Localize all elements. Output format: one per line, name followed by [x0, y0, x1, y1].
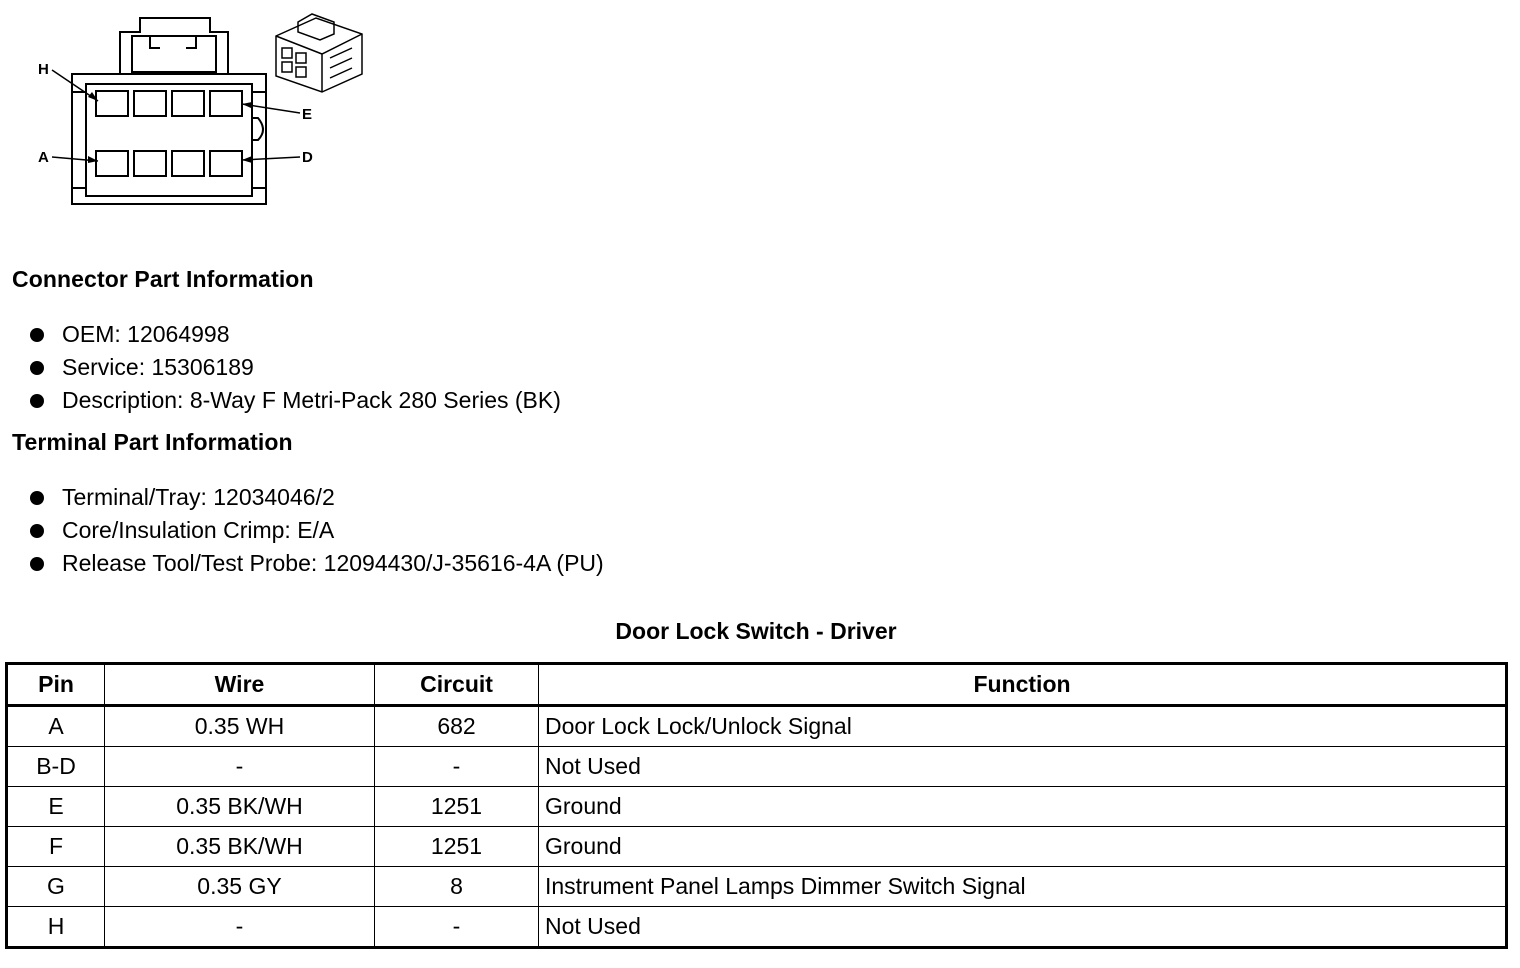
list-item: Terminal/Tray: 12034046/2	[28, 481, 604, 514]
table-row	[7, 907, 1507, 948]
cell-wire: 0.35 BK/WH	[105, 787, 375, 827]
connector-part-info-heading: Connector Part Information	[12, 266, 314, 292]
cell-function: Not Used	[539, 747, 1507, 787]
cell-circuit: -	[375, 907, 539, 948]
table-row	[7, 867, 1507, 907]
cell-pin: B-D	[7, 747, 105, 787]
pin-label-e: E	[302, 106, 313, 123]
cell-wire: -	[105, 907, 375, 948]
list-item: OEM: 12064998	[28, 318, 561, 351]
cell-pin: G	[7, 867, 105, 907]
header-wire: Wire	[105, 664, 375, 706]
table-row	[7, 827, 1507, 867]
cell-function: Ground	[539, 827, 1507, 867]
cell-pin: E	[7, 787, 105, 827]
cell-function: Door Lock Lock/Unlock Signal	[539, 706, 1507, 747]
pin-label-h: H	[38, 61, 49, 78]
terminal-part-info-heading: Terminal Part Information	[12, 429, 293, 455]
table-row	[7, 706, 1507, 747]
table-row	[7, 787, 1507, 827]
list-item: Core/Insulation Crimp: E/A	[28, 514, 604, 547]
connector-face-diagram	[0, 0, 380, 220]
list-item: Release Tool/Test Probe: 12094430/J-35616-4A (PU)	[28, 547, 604, 580]
header-pin: Pin	[7, 664, 105, 706]
cell-wire: -	[105, 747, 375, 787]
header-function: Function	[539, 664, 1507, 706]
cell-circuit: -	[375, 747, 539, 787]
list-item: Description: 8-Way F Metri-Pack 280 Series (BK)	[28, 384, 561, 417]
cell-circuit: 1251	[375, 787, 539, 827]
cell-wire: 0.35 BK/WH	[105, 827, 375, 867]
connector-part-info-list	[28, 318, 561, 417]
table-title: Door Lock Switch - Driver	[615, 618, 897, 644]
cell-circuit: 1251	[375, 827, 539, 867]
pinout-table	[5, 662, 1508, 949]
cell-function: Ground	[539, 787, 1507, 827]
table-header-row	[7, 664, 1507, 706]
table-row	[7, 747, 1507, 787]
connector-isometric-sketch	[276, 14, 362, 92]
cell-function: Not Used	[539, 907, 1507, 948]
cell-function: Instrument Panel Lamps Dimmer Switch Signal	[539, 867, 1507, 907]
header-circuit: Circuit	[375, 664, 539, 706]
cell-pin: A	[7, 706, 105, 747]
cell-wire: 0.35 WH	[105, 706, 375, 747]
terminal-part-info-list	[28, 481, 604, 580]
pin-label-d: D	[302, 149, 313, 166]
pin-label-a: A	[38, 149, 49, 166]
cell-circuit: 682	[375, 706, 539, 747]
cell-circuit: 8	[375, 867, 539, 907]
cell-pin: H	[7, 907, 105, 948]
cell-wire: 0.35 GY	[105, 867, 375, 907]
list-item: Service: 15306189	[28, 351, 561, 384]
cell-pin: F	[7, 827, 105, 867]
